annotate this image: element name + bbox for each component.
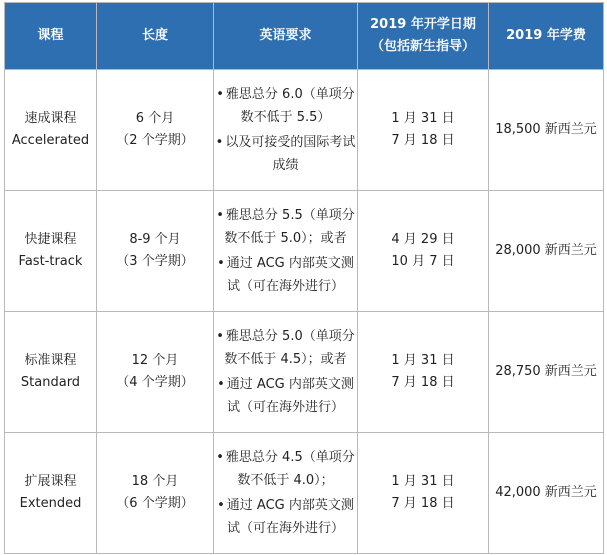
length-cell bbox=[97, 433, 214, 554]
intake-date: 1 月 31 日 bbox=[391, 111, 455, 126]
intake-date: 10 月 7 日 bbox=[391, 254, 455, 269]
course-name-en: Extended bbox=[19, 496, 82, 511]
tuition-fee-cell: 18,500 新西兰元 bbox=[489, 70, 604, 191]
requirement-item bbox=[214, 325, 357, 371]
header-course: 课程 bbox=[5, 3, 97, 70]
semesters-value: （2 个学期） bbox=[116, 133, 194, 148]
course-cell bbox=[5, 70, 97, 191]
bullet-icon: • bbox=[217, 498, 225, 513]
header-english-requirement: 英语要求 bbox=[214, 3, 358, 70]
bullet-icon: • bbox=[216, 450, 224, 465]
intake-date: 4 月 29 日 bbox=[391, 232, 455, 247]
bullet-icon: • bbox=[217, 256, 225, 271]
requirement-item bbox=[214, 131, 357, 177]
course-name-zh: 标准课程 bbox=[24, 353, 77, 368]
header-intake-line2: （包括新生指导） bbox=[370, 39, 475, 54]
english-requirement-cell bbox=[214, 191, 358, 312]
tuition-fee-cell: 42,000 新西兰元 bbox=[489, 433, 604, 554]
course-name-en: Fast-track bbox=[18, 254, 83, 269]
tuition-fee-cell: 28,750 新西兰元 bbox=[489, 312, 604, 433]
length-value: 8-9 个月 bbox=[129, 232, 181, 247]
course-name-zh: 快捷课程 bbox=[24, 232, 77, 247]
intake-date: 1 月 31 日 bbox=[391, 474, 455, 489]
requirement-item bbox=[214, 494, 357, 540]
english-requirement-cell bbox=[214, 433, 358, 554]
requirement-text: 以及可接受的国际考试成绩 bbox=[225, 135, 356, 173]
length-cell bbox=[97, 70, 214, 191]
semesters-value: （6 个学期） bbox=[116, 496, 194, 511]
table-row bbox=[5, 191, 604, 312]
course-name-zh: 扩展课程 bbox=[24, 474, 77, 489]
intake-date: 1 月 31 日 bbox=[391, 353, 455, 368]
requirement-item bbox=[214, 446, 357, 492]
length-cell bbox=[97, 312, 214, 433]
semesters-value: （4 个学期） bbox=[116, 375, 194, 390]
bullet-icon: • bbox=[217, 377, 225, 392]
bullet-icon: • bbox=[216, 208, 224, 223]
table-row bbox=[5, 70, 604, 191]
tuition-fee-cell: 28,000 新西兰元 bbox=[489, 191, 604, 312]
requirement-text: 雅思总分 6.0（单项分数不低于 5.5） bbox=[225, 87, 355, 125]
requirement-item bbox=[214, 252, 357, 298]
requirement-item bbox=[214, 83, 357, 129]
course-cell bbox=[5, 312, 97, 433]
course-name-zh: 速成课程 bbox=[24, 111, 77, 126]
intake-date: 7 月 18 日 bbox=[391, 496, 455, 511]
requirement-text: 通过 ACG 内部英文测试（可在海外进行） bbox=[226, 256, 354, 294]
english-requirement-cell bbox=[214, 70, 358, 191]
course-name-en: Accelerated bbox=[11, 133, 90, 148]
requirement-item bbox=[214, 373, 357, 419]
intake-dates-cell bbox=[358, 70, 489, 191]
bullet-icon: • bbox=[215, 135, 224, 150]
header-row bbox=[5, 3, 604, 70]
requirement-text: 雅思总分 5.5（单项分数不低于 5.0）；或者 bbox=[224, 208, 355, 246]
length-cell bbox=[97, 191, 214, 312]
requirement-text: 通过 ACG 内部英文测试（可在海外进行） bbox=[226, 498, 354, 536]
course-name-en: Standard bbox=[20, 375, 81, 390]
semesters-value: （3 个学期） bbox=[116, 254, 194, 269]
header-length: 长度 bbox=[97, 3, 214, 70]
course-table bbox=[4, 2, 604, 554]
bullet-icon: • bbox=[216, 87, 224, 102]
intake-dates-cell bbox=[358, 312, 489, 433]
course-cell bbox=[5, 433, 97, 554]
header-tuition-fee: 2019 年学费 bbox=[489, 3, 604, 70]
table-row bbox=[5, 433, 604, 554]
length-value: 12 个月 bbox=[131, 353, 179, 368]
table-row bbox=[5, 312, 604, 433]
length-value: 18 个月 bbox=[131, 474, 179, 489]
intake-date: 7 月 18 日 bbox=[391, 133, 455, 148]
bullet-icon: • bbox=[216, 329, 224, 344]
intake-dates-cell bbox=[358, 433, 489, 554]
length-value: 6 个月 bbox=[135, 111, 175, 126]
requirement-text: 雅思总分 4.5（单项分数不低于 4.0）； bbox=[225, 450, 355, 488]
course-cell bbox=[5, 191, 97, 312]
requirement-text: 通过 ACG 内部英文测试（可在海外进行） bbox=[226, 377, 354, 415]
header-intake-line1: 2019 年开学日期 bbox=[370, 17, 476, 32]
header-intake-dates bbox=[358, 3, 489, 70]
requirement-text: 雅思总分 5.0（单项分数不低于 4.5）；或者 bbox=[224, 329, 355, 367]
intake-date: 7 月 18 日 bbox=[391, 375, 455, 390]
intake-dates-cell bbox=[358, 191, 489, 312]
requirement-item bbox=[214, 204, 357, 250]
english-requirement-cell bbox=[214, 312, 358, 433]
